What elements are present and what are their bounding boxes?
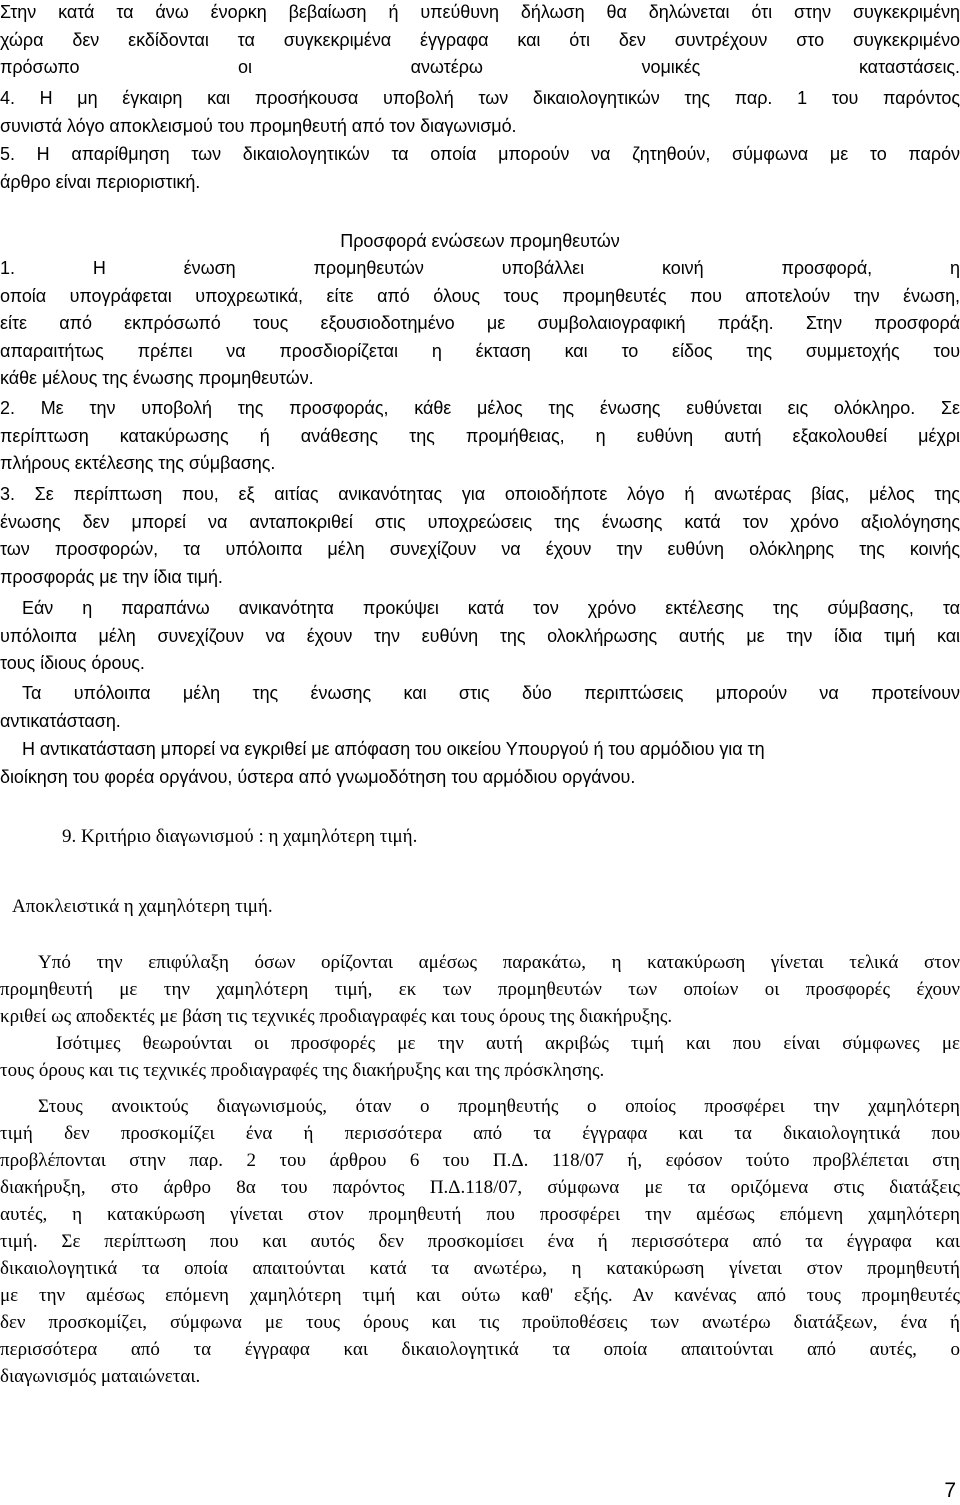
text-line: Τα υπόλοιπα μέλη της ένωσης και στις δύο περιπτώσεις μπορούν να προτείνουν bbox=[22, 683, 960, 703]
text-line: πρόσωπο οι ανωτέρω νομικές καταστάσεις. bbox=[0, 57, 960, 77]
text-line: τιμή. Σε περίπτωση που και αυτός δεν προσκομίσει ένα ή περισσότερα από τα έγγραφα και bbox=[0, 1231, 960, 1252]
text-line: Εάν η παραπάνω ανικανότητα προκύψει κατά τον χρόνο εκτέλεσης της σύμβασης, τα bbox=[22, 598, 960, 618]
text-line: αντικατάσταση. bbox=[0, 710, 121, 731]
text-line: διαγωνισμός ματαιώνεται. bbox=[0, 1366, 201, 1387]
item-5-paragraph bbox=[0, 141, 960, 196]
text-line: Η αντικατάσταση μπορεί να εγκριθεί με απόφαση του οικείου Υπουργού ή του αρμόδιου για τη bbox=[22, 739, 765, 759]
text-line: διοίκηση του φορέα οργάνου, ύστερα από γνωμοδότηση του αρμόδιου οργάνου. bbox=[0, 766, 636, 787]
text-line: περίπτωση κατακύρωσης ή ανάθεσης της προμήθειας, η ευθύνη αυτή εξακολουθεί μέχρι bbox=[0, 425, 960, 446]
section-heading-text: Προσφορά ενώσεων προμηθευτών bbox=[340, 231, 620, 251]
text-line: πλήρους εκτέλεσης της σύμβασης. bbox=[0, 453, 276, 473]
award-paragraph-3 bbox=[0, 1093, 960, 1390]
text-line: των προσφορών, τα υπόλοιπα μέλη συνεχίζουν να έχουν την ευθύνη ολόκληρης της κοινής bbox=[0, 539, 960, 559]
section-heading-union bbox=[0, 228, 960, 256]
text-line: περισσότερα από τα έγγραφα και δικαιολογητικά τα οποία απαιτούνται από αυτές, ο bbox=[0, 1339, 960, 1360]
page-number-text: 7 bbox=[944, 1479, 956, 1502]
page-number bbox=[930, 1478, 956, 1504]
text-line: τους ίδιους όρους. bbox=[0, 653, 145, 673]
text-line: οποία υπογράφεται υποχρεωτικά, είτε από όλους τους προμηθευτές που αποτελούν την ένωση, bbox=[0, 285, 960, 306]
text-line: προσφοράς με την ίδια τιμή. bbox=[0, 566, 223, 587]
text-line: προβλέπονται στην παρ. 2 του άρθρου 6 του Π.Δ. 118/07 ή, εφόσον τούτο προβλέπεται στη bbox=[0, 1150, 960, 1171]
text-line: απαραιτήτως πρέπει να προσδιορίζεται η έκταση και το είδος της συμμετοχής του bbox=[0, 340, 960, 361]
award-paragraph-2 bbox=[0, 1030, 960, 1084]
text-line: διακήρυξη, στο άρθρο 8α του παρόντος Π.Δ.118/07, σύμφωνα με τα οριζόμενα στις διατάξεις bbox=[0, 1177, 960, 1198]
text-line: 1. Η ένωση προμηθευτών υποβάλλει κοινή προσφορά, η bbox=[0, 258, 960, 278]
text-line: τους όρους και τις τεχνικές προδιαγραφές της διακήρυξης και της πρόσκλησης. bbox=[0, 1060, 605, 1081]
text-line: Ισότιμες θεωρούνται οι προσφορές με την αυτή ακριβώς τιμή και που είναι σύμφωνες με bbox=[56, 1033, 960, 1054]
text-line: δεν προσκομίζει, σύμφωνα με τους όρους και τις προϋποθέσεις των ανωτέρω διατάξεων, ένα ή bbox=[0, 1312, 960, 1333]
text-line: είτε από εκπρόσωπό τους εξουσιοδοτημένο με συμβολαιογραφική πράξη. Στην προσφορά bbox=[0, 313, 960, 333]
text-line: χώρα δεν εκδίδονται τα συγκεκριμένα έγγραφα και ότι δεν συντρέχουν στο συγκεκριμένο bbox=[0, 29, 960, 50]
text-line: 5. Η απαρίθμηση των δικαιολογητικών τα οποία μπορούν να ζητηθούν, σύμφωνα με το παρόν bbox=[0, 144, 960, 164]
text-line: προμηθευτή με την χαμηλότερη τιμή, εκ των προμηθευτών των οποίων οι προσφορές έχουν bbox=[0, 979, 960, 1000]
text-line: Υπό την επιφύλαξη όσων ορίζονται αμέσως παρακάτω, η κατακύρωση γίνεται τελικά στον bbox=[38, 952, 960, 973]
text-line: ένωσης δεν μπορεί να ανταποκριθεί στις υποχρεώσεις της ένωσης κατά τον χρόνο αξιολόγησης bbox=[0, 511, 960, 532]
item-4-paragraph bbox=[0, 85, 960, 140]
text-line: κάθε μέλους της ένωσης προμηθευτών. bbox=[0, 368, 314, 388]
text-line: τιμή δεν προσκομίζει ένα ή περισσότερα από τα έγγραφα και τα δικαιολογητικά που bbox=[0, 1123, 960, 1144]
criterion-heading bbox=[62, 823, 942, 850]
award-paragraph-1 bbox=[0, 949, 960, 1030]
text-line: Στην κατά τα άνω ένορκη βεβαίωση ή υπεύθυνη δήλωση θα δηλώνεται ότι στην συγκεκριμένη bbox=[0, 2, 960, 22]
union-paragraph-6 bbox=[0, 736, 960, 791]
text-line: με την αμέσως επόμενη χαμηλότερη τιμή και ούτω καθ' εξής. Αν κανένας από τους προμηθευτές bbox=[0, 1285, 960, 1306]
text-line: δικαιολογητικά τα οποία απαιτούνται κατά τα ανωτέρω, η κατακύρωση γίνεται στον προμηθευτή bbox=[0, 1258, 960, 1279]
text-line: υπόλοιπα μέλη συνεχίζουν να έχουν την ευθύνη της ολοκλήρωσης αυτής με την ίδια τιμή και bbox=[0, 625, 960, 646]
criterion-heading-text: 9. Κριτήριο διαγωνισμού : η χαμηλότερη τιμή. bbox=[62, 826, 418, 847]
exclusive-line-text: Αποκλειστικά η χαμηλότερη τιμή. bbox=[12, 896, 273, 917]
text-line: άρθρο είναι περιοριστική. bbox=[0, 171, 201, 192]
union-paragraph-3 bbox=[0, 481, 960, 591]
intro-paragraph bbox=[0, 0, 960, 82]
exclusive-line bbox=[12, 893, 912, 920]
text-line: 3. Σε περίπτωση που, εξ αιτίας ανικανότητας για οποιοδήποτε λόγο ή ανωτέρας βίας, μέλος της bbox=[0, 484, 960, 504]
text-line: αυτές, η κατακύρωση γίνεται στον προμηθευτή που προσφέρει την αμέσως επόμενη χαμηλότερη bbox=[0, 1204, 960, 1225]
union-paragraph-5 bbox=[0, 680, 960, 735]
union-paragraph-2 bbox=[0, 395, 960, 478]
text-line: κριθεί ως αποδεκτές με βάση τις τεχνικές προδιαγραφές και τους όρους της διακήρυξης. bbox=[0, 1006, 673, 1027]
text-line: 2. Με την υποβολή της προσφοράς, κάθε μέλος της ένωσης ευθύνεται εις ολόκληρο. Σε bbox=[0, 398, 960, 418]
union-paragraph-4 bbox=[0, 595, 960, 678]
text-line: 4. Η μη έγκαιρη και προσήκουσα υποβολή των δικαιολογητικών της παρ. 1 του παρόντος bbox=[0, 88, 960, 108]
union-paragraph-1 bbox=[0, 255, 960, 393]
text-line: συνιστά λόγο αποκλεισμού του προμηθευτή από τον διαγωνισμό. bbox=[0, 115, 517, 136]
text-line: Στους ανοικτούς διαγωνισμούς, όταν ο προμηθευτής ο οποίος προσφέρει την χαμηλότερη bbox=[38, 1096, 960, 1117]
